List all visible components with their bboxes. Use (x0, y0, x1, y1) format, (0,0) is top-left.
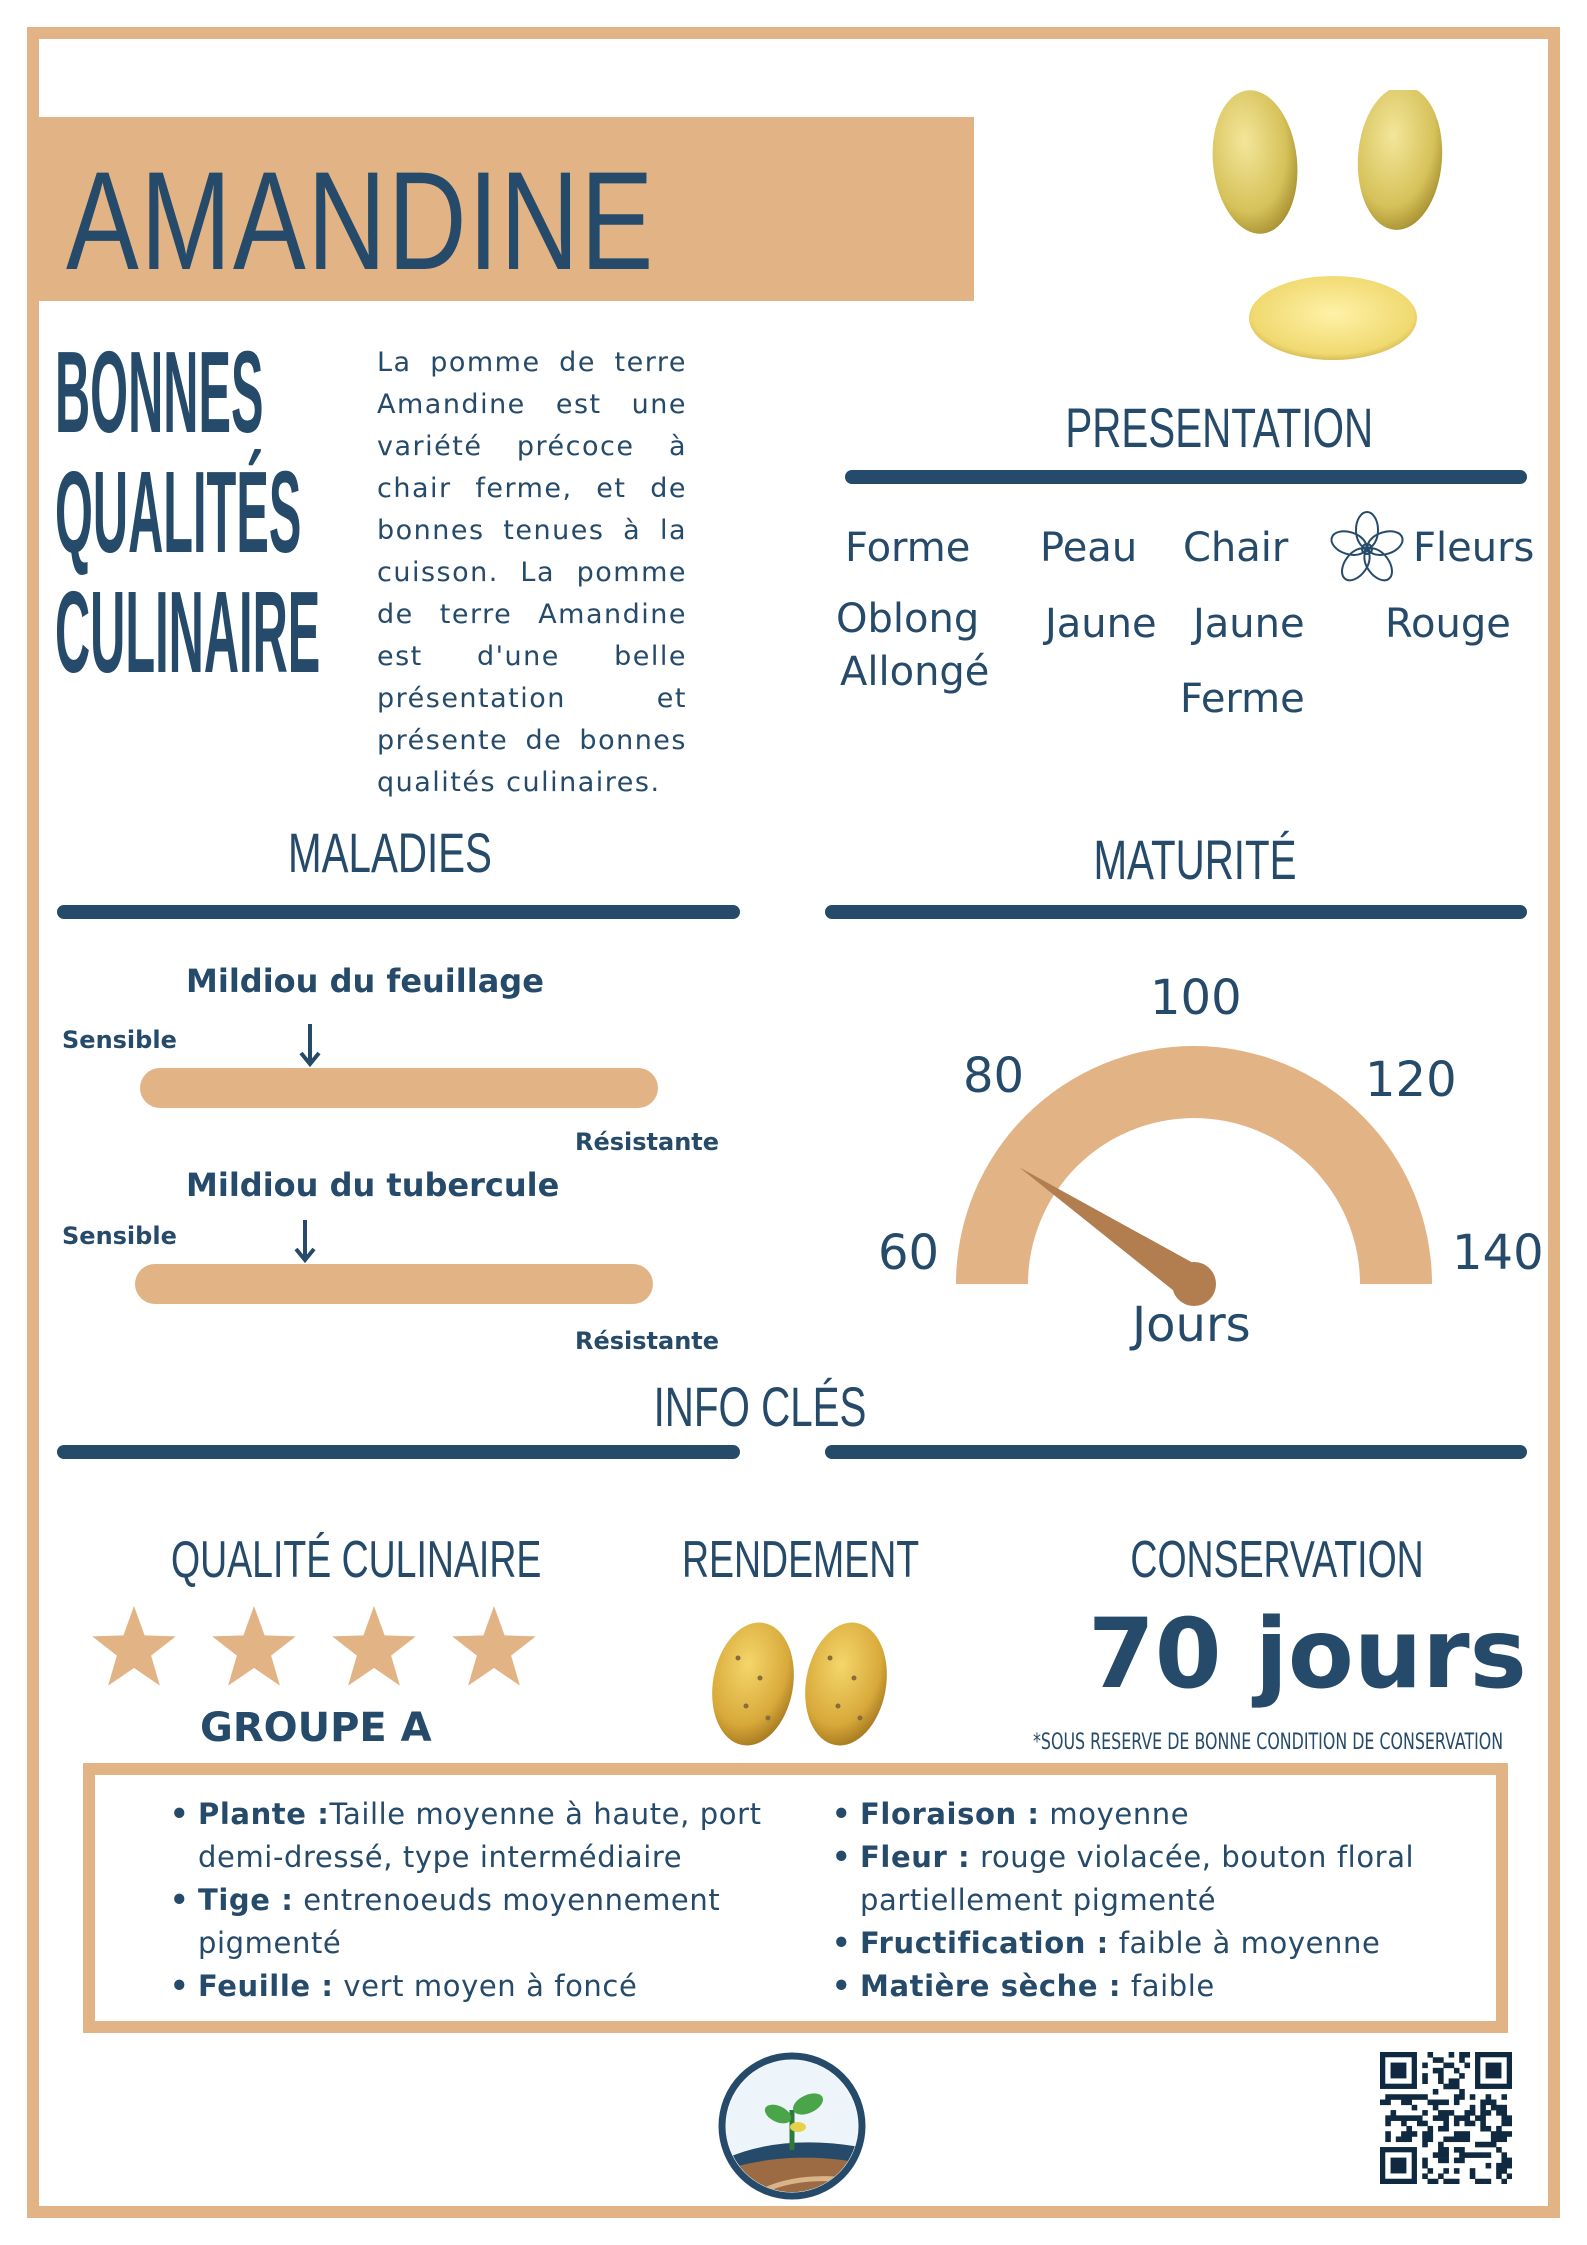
rendement-heading: RENDEMENT (682, 1531, 920, 1589)
info-cles-rule-left (57, 1445, 740, 1459)
presentation-value-peau: Jaune (1045, 601, 1157, 647)
list-item: • Floraison : moyenne (832, 1793, 1452, 1836)
presentation-value-chair-2: Ferme (1180, 676, 1305, 722)
disease-high-2: Résistante (575, 1327, 720, 1355)
qr-code-icon (1380, 2052, 1512, 2184)
detail-list-right (832, 1793, 1452, 2008)
maturite-rule (825, 905, 1527, 919)
presentation-label-peau: Peau (1040, 525, 1138, 571)
potato-photo-icon (1195, 90, 1465, 370)
star-icon (88, 1602, 180, 1694)
disease-name-2: Mildiou du tubercule (186, 1166, 560, 1204)
presentation-rule (845, 470, 1527, 484)
page-title: AMANDINE (66, 142, 655, 299)
detail-list-left (170, 1793, 770, 2008)
disease-low-1: Sensible (62, 1026, 177, 1054)
logo-icon (718, 2052, 866, 2200)
culinary-heading: BONNES QUALITÉS CULINAIRE (55, 327, 321, 697)
qr-pattern (1380, 2052, 1512, 2184)
list-item: • Plante :Taille moyenne à haute, port demi-dressé, type intermédiaire (170, 1793, 770, 1879)
presentation-value-fleurs: Rouge (1385, 601, 1511, 647)
presentation-label-chair: Chair (1183, 525, 1289, 571)
presentation-label-fleurs: Fleurs (1413, 525, 1535, 571)
presentation-value-forme-2: Allongé (840, 649, 990, 695)
rating-stars (88, 1602, 538, 1702)
gauge-tick-120: 120 (1365, 1052, 1457, 1108)
list-item: • Feuille : vert moyen à foncé (170, 1965, 770, 2008)
gauge-unit: Jours (1132, 1297, 1251, 1353)
star-icon (328, 1602, 420, 1694)
flower-icon (1328, 510, 1406, 588)
gauge-needle (1019, 1167, 1216, 1306)
presentation-label-forme: Forme (845, 525, 971, 571)
gauge-tick-100: 100 (1150, 970, 1242, 1026)
info-cles-rule-right (825, 1445, 1527, 1459)
conservation-heading: CONSERVATION (1130, 1531, 1424, 1589)
gauge-tick-140: 140 (1452, 1225, 1544, 1281)
disease-scale-1 (140, 1068, 658, 1108)
disease-low-2: Sensible (62, 1222, 177, 1250)
list-item: • Tige : entrenoeuds moyennement pigmenté (170, 1879, 770, 1965)
gauge-tick-80: 80 (963, 1048, 1025, 1104)
list-item: • Matière sèche : faible (832, 1965, 1452, 2008)
maladies-rule (57, 905, 740, 919)
disease-high-1: Résistante (575, 1128, 720, 1156)
presentation-value-forme-1: Oblong (836, 596, 980, 642)
list-item: • Fructification : faible à moyenne (832, 1922, 1452, 1965)
groupe-label: GROUPE A (200, 1705, 432, 1751)
list-item: • Fleur : rouge violacée, bouton floral partiellement pigmenté (832, 1836, 1452, 1922)
presentation-heading: PRESENTATION (1065, 396, 1374, 459)
info-cles-heading: INFO CLÉS (653, 1375, 867, 1438)
conservation-note: *SOUS RESERVE DE BONNE CONDITION DE CONSERVATION (1033, 1730, 1504, 1755)
presentation-value-chair-1: Jaune (1193, 601, 1305, 647)
star-icon (448, 1602, 540, 1694)
star-icon (208, 1602, 300, 1694)
conservation-value: 70 jours (1088, 1598, 1527, 1710)
detail-box (83, 1763, 1508, 2033)
arrow-down-icon (298, 1022, 322, 1070)
disease-scale-2 (135, 1264, 653, 1304)
potato-icon (708, 1618, 894, 1750)
maladies-heading: MALADIES (288, 821, 492, 884)
qualite-culinaire-heading: QUALITÉ CULINAIRE (171, 1531, 542, 1589)
arrow-down-icon (293, 1218, 317, 1266)
description: La pomme de terre Amandine est une variété précoce à chair ferme, et de bonnes tenues à la cuisson. La pomme de terre Amandine est d'une belle présentation et présente de bonnes qualités culinaires. (377, 347, 687, 798)
maturite-heading: MATURITÉ (1093, 828, 1297, 891)
disease-name-1: Mildiou du feuillage (186, 962, 544, 1000)
gauge-tick-60: 60 (878, 1225, 940, 1281)
